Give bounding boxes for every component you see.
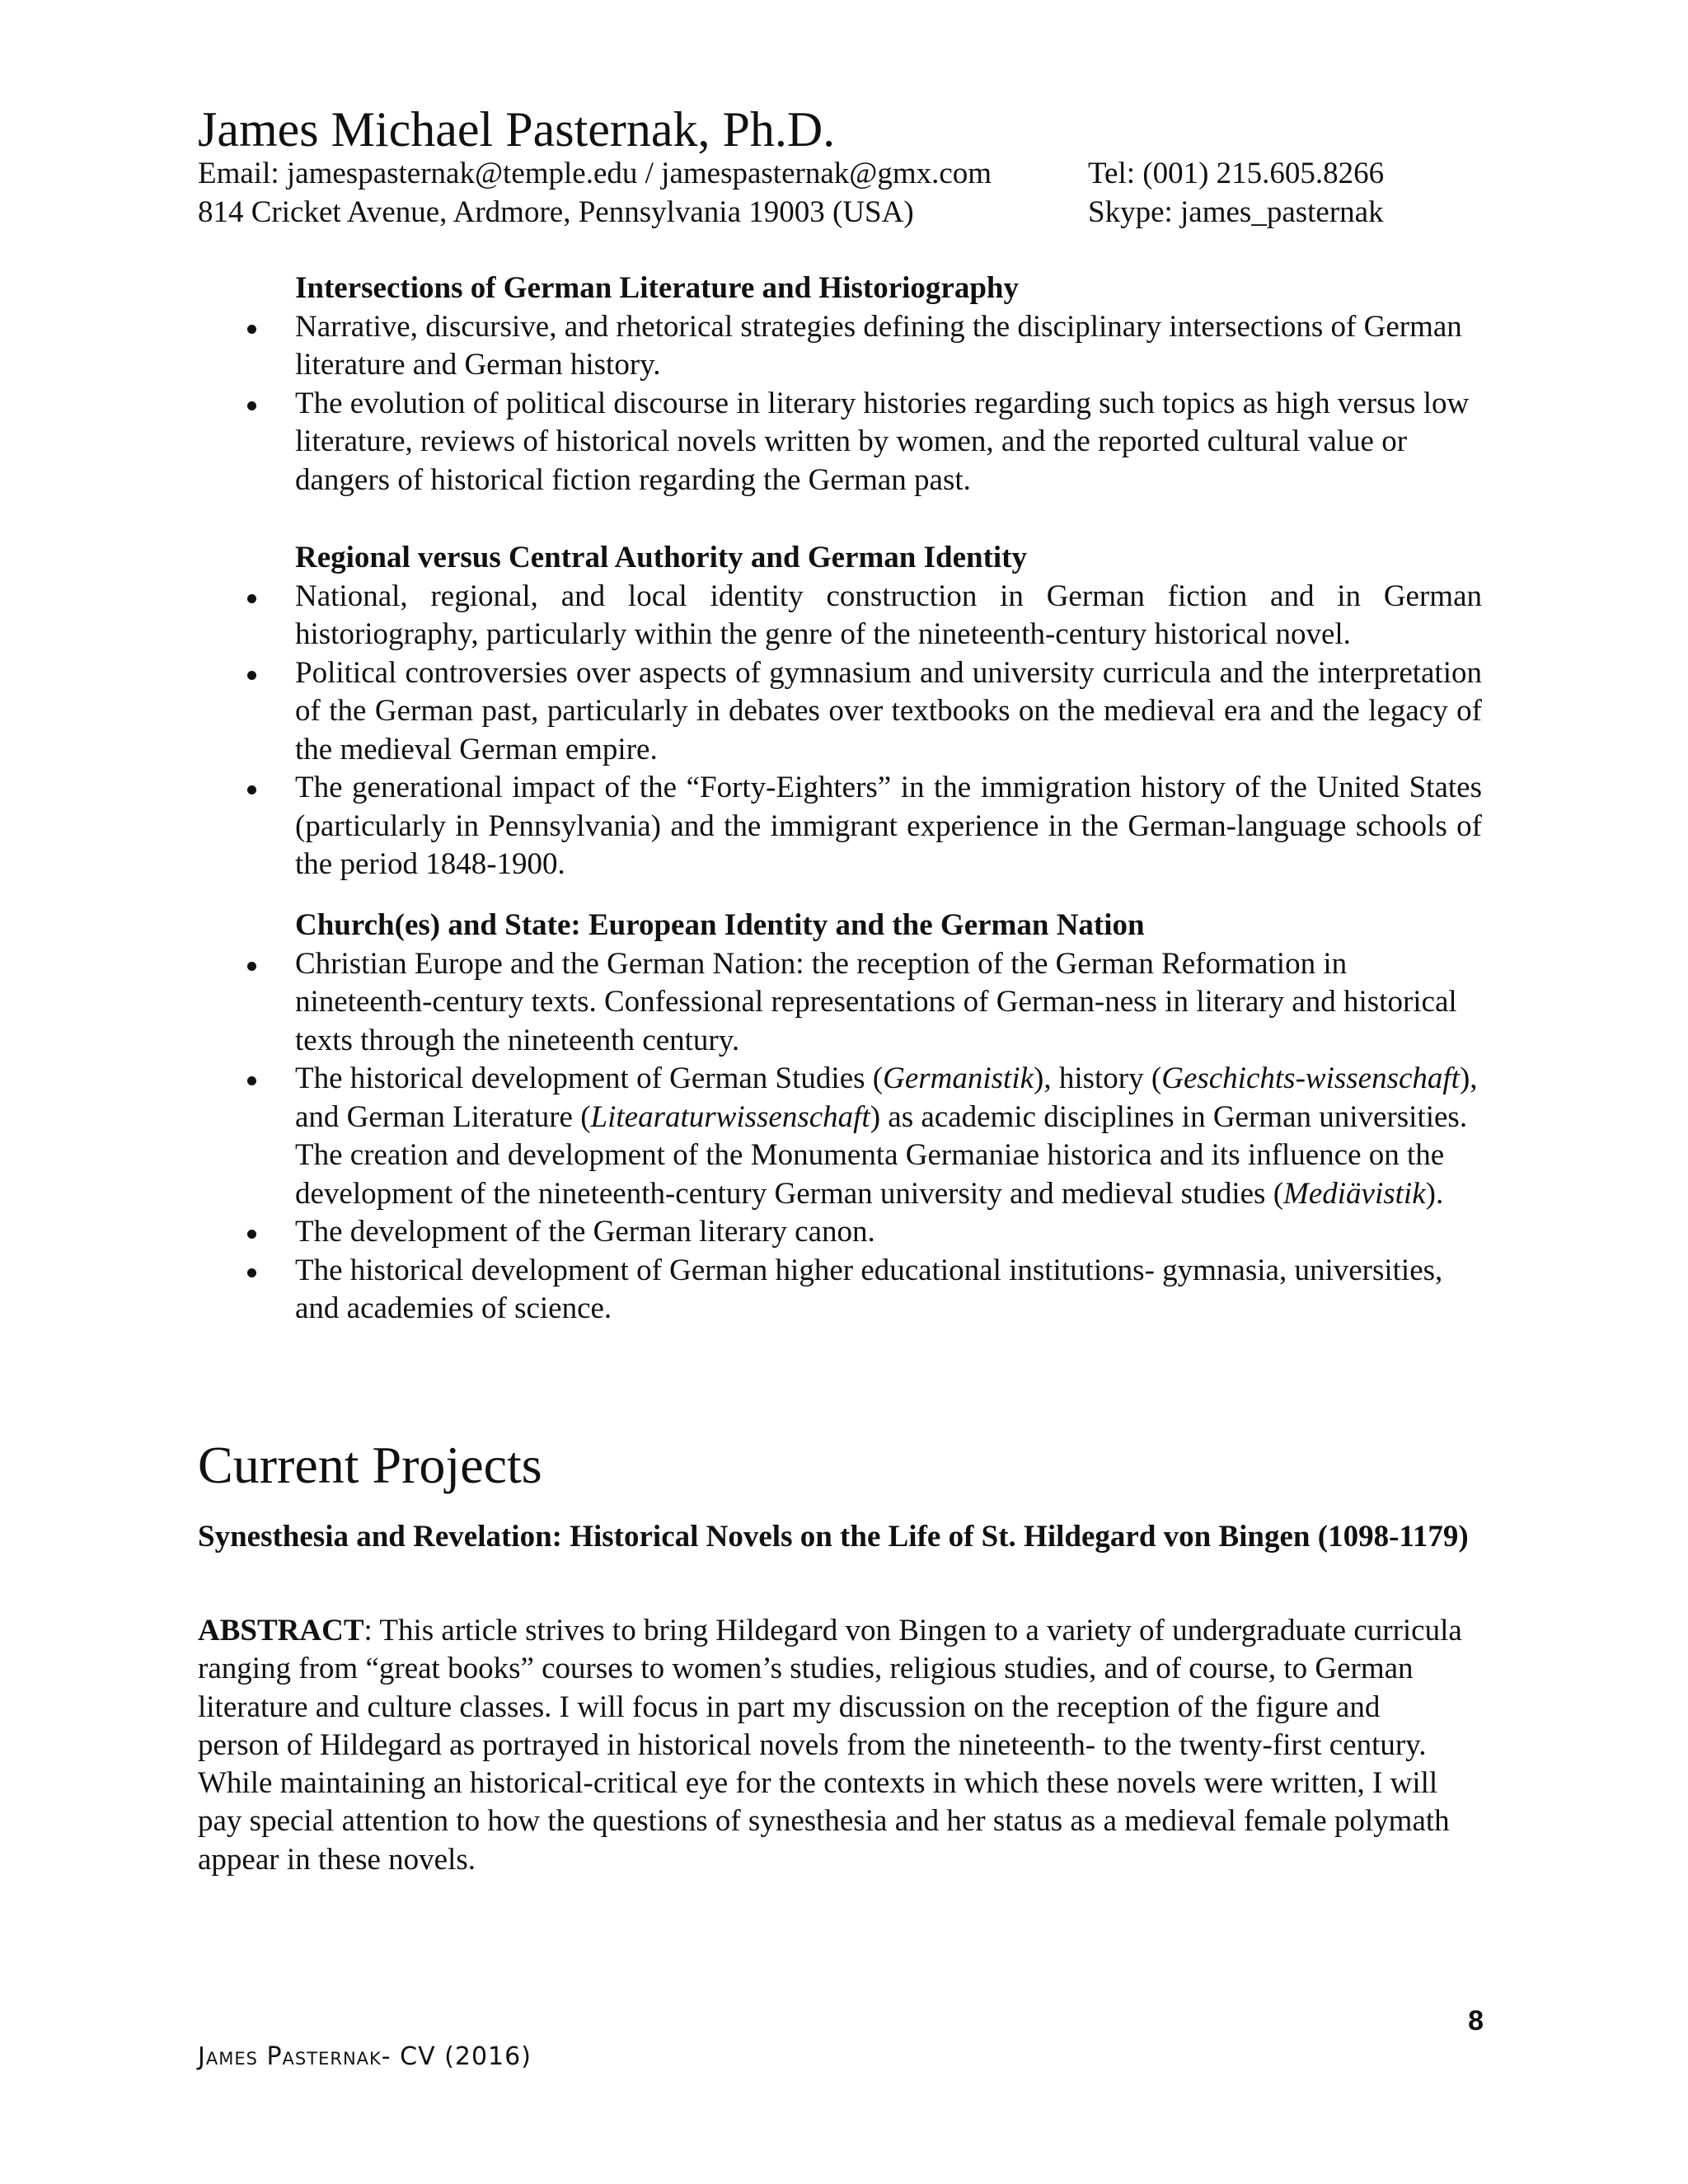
section-church-state [198, 907, 1484, 1329]
project-abstract [198, 1612, 1467, 1879]
bullet-list [198, 308, 1484, 500]
section-literature-historiography [198, 269, 1484, 499]
list-item-text: The development of the German literary canon. [295, 1215, 875, 1249]
bullet-icon [247, 962, 256, 971]
running-footer: James Pasternak- CV (2016) [198, 2042, 532, 2071]
section-title: Regional versus Central Authority and German Identity [295, 541, 1027, 574]
list-item [198, 945, 1482, 1061]
skype-text: Skype: james_pasternak [1088, 195, 1384, 229]
italic-term: Litearaturwissenschaft [590, 1099, 870, 1134]
list-item-text: The historical development of German higher educational institutions- gymnasia, universities, and academies of science. [295, 1253, 1443, 1325]
list-item [198, 385, 1482, 500]
address-text: 814 Cricket Avenue, Ardmore, Pennsylvania 19003 (USA) [198, 195, 914, 229]
text-run: ), history ( [1034, 1062, 1162, 1095]
list-item [198, 578, 1482, 654]
list-item [198, 654, 1482, 770]
email-text: Email: jamespasternak@temple.edu / jamespasternak@gmx.com [198, 157, 992, 190]
current-projects-heading: Current Projects [198, 1436, 542, 1494]
bullet-list [198, 945, 1484, 1329]
italic-term: Mediävistik [1283, 1176, 1426, 1211]
list-item-text: Christian Europe and the German Nation: the reception of the German Reformation in nineteenth-century texts. Confessional representations of German-ness in literary and historical texts through the nineteenth century. [295, 946, 1457, 1057]
list-item-text: Narrative, discursive, and rhetorical strategies defining the disciplinary intersections of German literature and German history. [295, 309, 1462, 382]
project-title: Synesthesia and Revelation: Historical Novels on the Life of St. Hildegard von Bingen (1098-1179) [198, 1520, 1469, 1554]
list-item-text: National, regional, and local identity construction in German fiction and in German historiography, particularly within the genre of the nineteenth-century historical novel. [295, 579, 1482, 651]
phone-text: Tel: (001) 215.605.8266 [1088, 157, 1385, 190]
bullet-icon [247, 325, 256, 334]
text-run: ) as academic disciplines in German universities. The creation and development of the Monumenta Germaniae historica and its influence on the development of the nineteenth-century German university and medieval studies ( [295, 1099, 1468, 1211]
italic-term: Geschichts-wissenschaft [1161, 1062, 1460, 1095]
list-item-text: The generational impact of the “Forty-Eighters” in the immigration history of the United States (particularly in Pennsylvania) and the immigrant experience in the German-language schools of the period 1848-1900. [295, 771, 1482, 881]
bullet-icon [247, 785, 256, 794]
list-item-text: Political controversies over aspects of gymnasium and university curricula and the interpretation of the German past, particularly in debates over textbooks on the medieval era and the legacy of the medieval German empire. [295, 655, 1482, 766]
section-regional-authority [198, 539, 1484, 884]
bullet-icon [247, 1230, 256, 1239]
list-item-text: The evolution of political discourse in literary histories regarding such topics as high versus low literature, reviews of historical novels written by women, and the reported cultural value or dangers of historical fiction regarding the German past. [295, 386, 1470, 497]
list-item [198, 769, 1482, 884]
list-item [198, 1213, 1482, 1252]
bullet-list [198, 578, 1484, 884]
bullet-icon [247, 1076, 256, 1085]
text-run: The historical development of German Studies ( [295, 1062, 884, 1095]
abstract-label: ABSTRACT [198, 1614, 364, 1647]
page-number: 8 [1468, 2005, 1484, 2036]
list-item [198, 308, 1482, 385]
list-item-text [295, 1062, 1478, 1211]
author-name: James Michael Pasternak, Ph.D. [198, 102, 836, 157]
bullet-icon [247, 1268, 256, 1277]
section-title: Intersections of German Literature and Historiography [295, 271, 1019, 305]
text-run: ). [1425, 1176, 1444, 1211]
abstract-text: : This article strives to bring Hildegard von Bingen to a variety of undergraduate curricula ranging from “great books” courses to women’s studies, religious studies, and of course, to German literature and culture classes. I will focus in part my discussion on the reception of the figure and person of Hildegard as portrayed in historical novels from the nineteenth- to the twenty-first century. While maintaining an historical-critical eye for the contexts in which these novels were written, I will pay special attention to how the questions of synesthesia and her status as a medieval female polymath appear in these novels. [198, 1614, 1462, 1877]
bullet-icon [247, 401, 256, 410]
text-run: ), and German Literature ( [295, 1062, 1478, 1134]
italic-term: Germanistik [883, 1062, 1034, 1095]
list-item [198, 1060, 1482, 1213]
bullet-icon [247, 594, 256, 603]
list-item [198, 1252, 1482, 1329]
section-title: Church(es) and State: European Identity and the German Nation [295, 908, 1145, 942]
bullet-icon [247, 671, 256, 680]
